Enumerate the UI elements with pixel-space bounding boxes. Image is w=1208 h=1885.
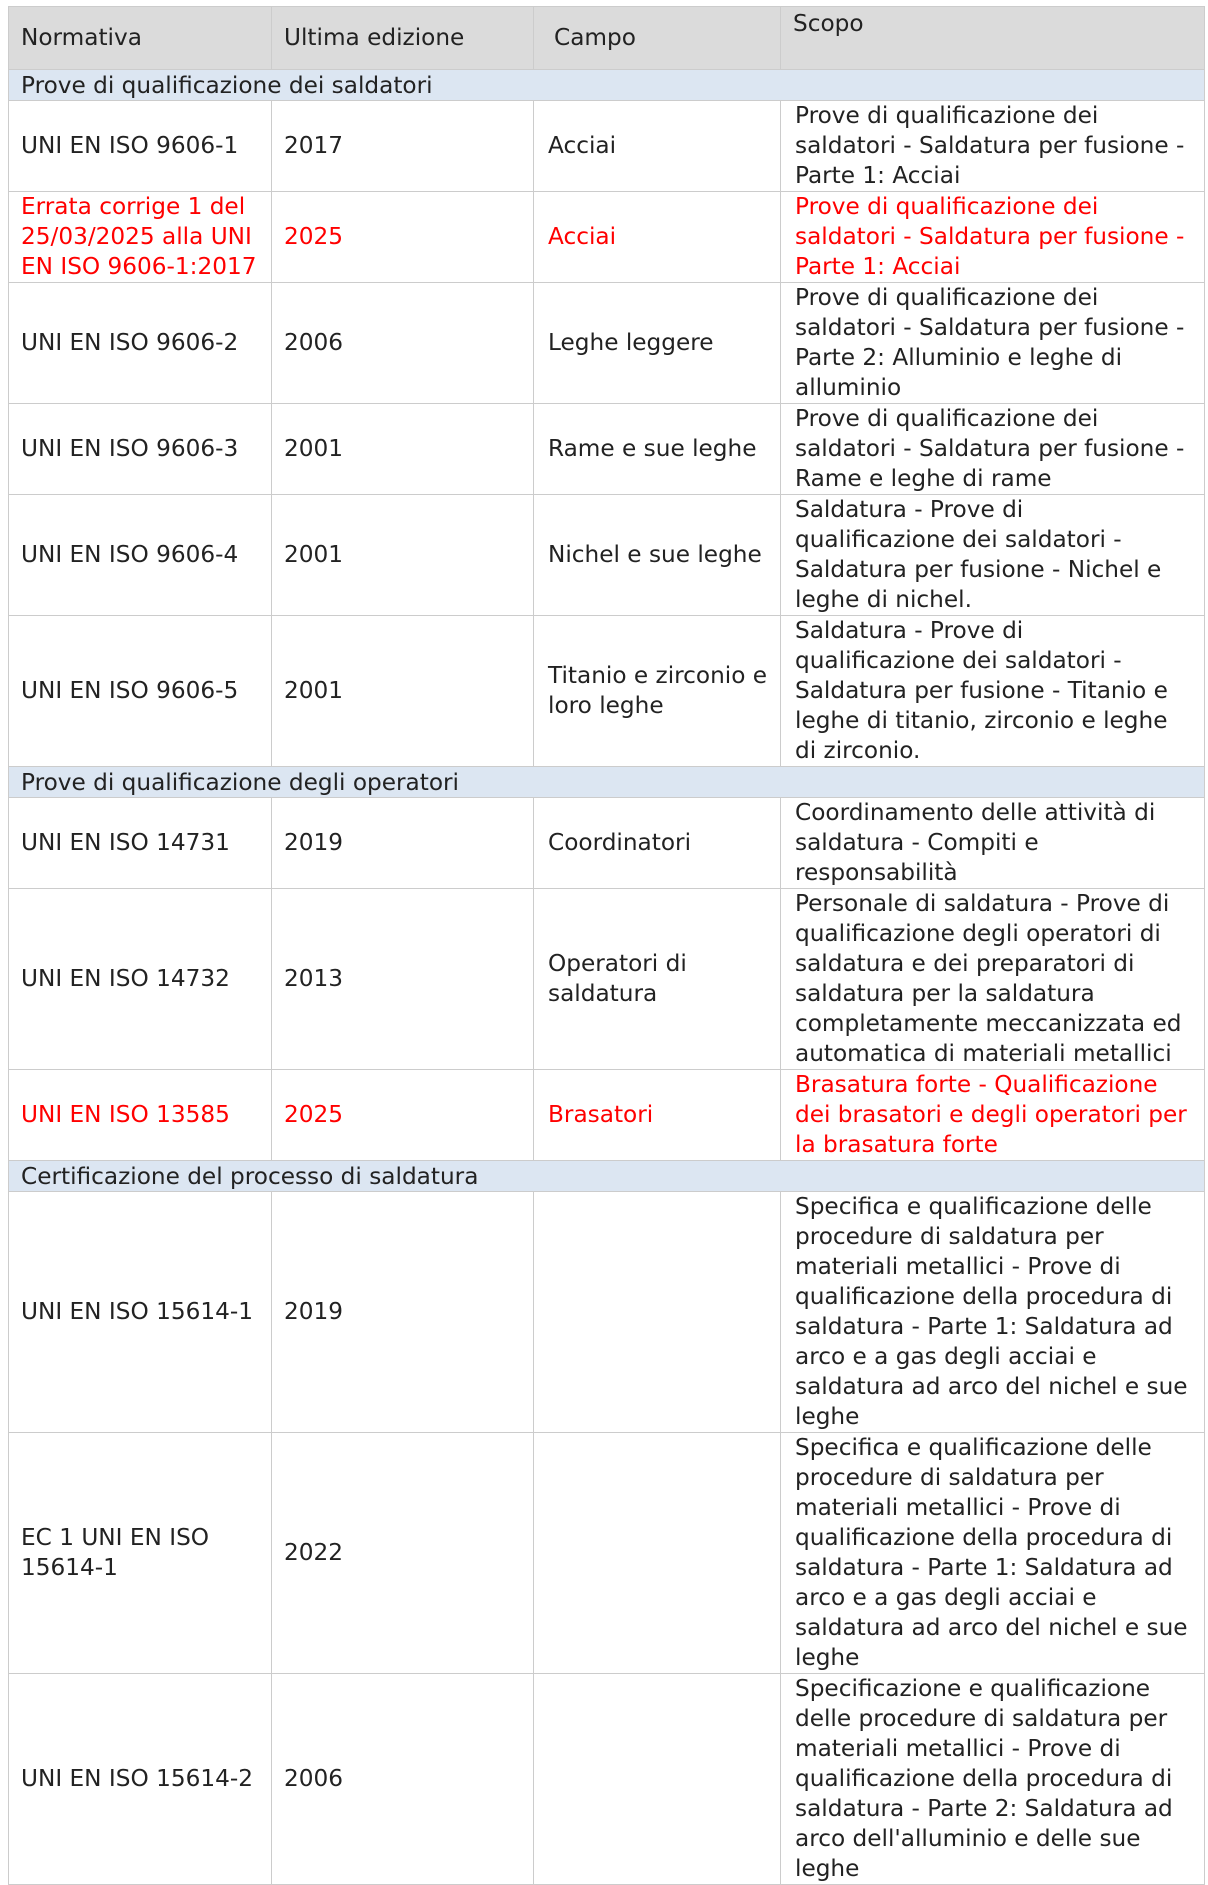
table-row (9, 283, 1205, 404)
cell-normativa: UNI EN ISO 9606-1 (9, 101, 272, 192)
cell-normativa: UNI EN ISO 9606-5 (9, 616, 272, 767)
cell-scopo: Prove di qualificazione dei saldatori - Saldatura per fusione - Parte 1: Acciai (781, 101, 1205, 192)
header-ultima-edizione: Ultima edizione (272, 7, 534, 70)
table-header (9, 7, 1205, 70)
cell-scopo: Specificazione e qualificazione delle procedure di saldatura per materiali metallici - Prove di qualificazione della procedura di saldatura - Parte 2: Saldatura ad arco dell'alluminio e delle sue leghe (781, 1674, 1205, 1885)
table-row (9, 798, 1205, 889)
cell-scopo: Prove di qualificazione dei saldatori - Saldatura per fusione - Parte 2: Alluminio e leghe di alluminio (781, 283, 1205, 404)
cell-edizione: 2006 (272, 283, 534, 404)
table-row (9, 889, 1205, 1070)
cell-edizione: 2025 (272, 1070, 534, 1161)
table-row (9, 404, 1205, 495)
cell-campo (534, 1433, 781, 1674)
cell-edizione: 2019 (272, 798, 534, 889)
cell-normativa: UNI EN ISO 15614-1 (9, 1192, 272, 1433)
cell-edizione: 2001 (272, 495, 534, 616)
cell-campo (534, 1674, 781, 1885)
cell-scopo: Specifica e qualificazione delle procedure di saldatura per materiali metallici - Prove di qualificazione della procedura di saldatura - Parte 1: Saldatura ad arco e a gas degli acciai e saldatura ad arco del nichel e sue leghe (781, 1192, 1205, 1433)
cell-campo: Brasatori (534, 1070, 781, 1161)
cell-scopo: Brasatura forte - Qualificazione dei brasatori e degli operatori per la brasatura forte (781, 1070, 1205, 1161)
table-row (9, 616, 1205, 767)
cell-normativa: EC 1 UNI EN ISO 15614-1 (9, 1433, 272, 1674)
section-row (9, 767, 1205, 798)
cell-edizione: 2019 (272, 1192, 534, 1433)
cell-campo: Leghe leggere (534, 283, 781, 404)
cell-scopo: Personale di saldatura - Prove di qualificazione degli operatori di saldatura e dei preparatori di saldatura per la saldatura completamente meccanizzata ed automatica di materiali metallici (781, 889, 1205, 1070)
cell-normativa: UNI EN ISO 14732 (9, 889, 272, 1070)
table-row (9, 1192, 1205, 1433)
cell-campo: Coordinatori (534, 798, 781, 889)
cell-campo: Nichel e sue leghe (534, 495, 781, 616)
cell-normativa: UNI EN ISO 13585 (9, 1070, 272, 1161)
section-title: Prove di qualificazione degli operatori (9, 767, 1205, 798)
cell-scopo: Specifica e qualificazione delle procedure di saldatura per materiali metallici - Prove di qualificazione della procedura di saldatura - Parte 1: Saldatura ad arco e a gas degli acciai e saldatura ad arco del nichel e sue leghe (781, 1433, 1205, 1674)
cell-edizione: 2022 (272, 1433, 534, 1674)
cell-edizione: 2006 (272, 1674, 534, 1885)
cell-edizione: 2001 (272, 404, 534, 495)
cell-normativa: UNI EN ISO 9606-4 (9, 495, 272, 616)
table-row (9, 1674, 1205, 1885)
standards-table (8, 6, 1205, 1885)
cell-campo: Rame e sue leghe (534, 404, 781, 495)
table-row (9, 1433, 1205, 1674)
cell-scopo: Prove di qualificazione dei saldatori - Saldatura per fusione - Parte 1: Acciai (781, 192, 1205, 283)
cell-campo (534, 1192, 781, 1433)
cell-campo: Titanio e zirconio e loro leghe (534, 616, 781, 767)
cell-edizione: 2001 (272, 616, 534, 767)
cell-normativa: UNI EN ISO 15614-2 (9, 1674, 272, 1885)
header-normativa: Normativa (9, 7, 272, 70)
cell-scopo: Coordinamento delle attività di saldatura - Compiti e responsabilità (781, 798, 1205, 889)
table-row (9, 192, 1205, 283)
cell-normativa: UNI EN ISO 9606-3 (9, 404, 272, 495)
header-scopo: Scopo (781, 7, 1205, 70)
header-row (9, 7, 1205, 70)
cell-normativa: UNI EN ISO 9606-2 (9, 283, 272, 404)
table-row (9, 1070, 1205, 1161)
cell-scopo: Prove di qualificazione dei saldatori - Saldatura per fusione - Rame e leghe di rame (781, 404, 1205, 495)
cell-normativa: UNI EN ISO 14731 (9, 798, 272, 889)
cell-edizione: 2013 (272, 889, 534, 1070)
section-row (9, 70, 1205, 101)
cell-edizione: 2017 (272, 101, 534, 192)
cell-campo: Acciai (534, 192, 781, 283)
section-row (9, 1161, 1205, 1192)
table-row (9, 495, 1205, 616)
section-title: Certificazione del processo di saldatura (9, 1161, 1205, 1192)
header-campo: Campo (534, 7, 781, 70)
cell-edizione: 2025 (272, 192, 534, 283)
section-title: Prove di qualificazione dei saldatori (9, 70, 1205, 101)
table-body (9, 70, 1205, 1885)
cell-campo: Acciai (534, 101, 781, 192)
cell-scopo: Saldatura - Prove di qualificazione dei saldatori - Saldatura per fusione - Nichel e leghe di nichel. (781, 495, 1205, 616)
cell-scopo: Saldatura - Prove di qualificazione dei saldatori - Saldatura per fusione - Titanio e leghe di titanio, zirconio e leghe di zirconio. (781, 616, 1205, 767)
cell-campo: Operatori di saldatura (534, 889, 781, 1070)
table-row (9, 101, 1205, 192)
cell-normativa: Errata corrige 1 del 25/03/2025 alla UNI EN ISO 9606-1:2017 (9, 192, 272, 283)
